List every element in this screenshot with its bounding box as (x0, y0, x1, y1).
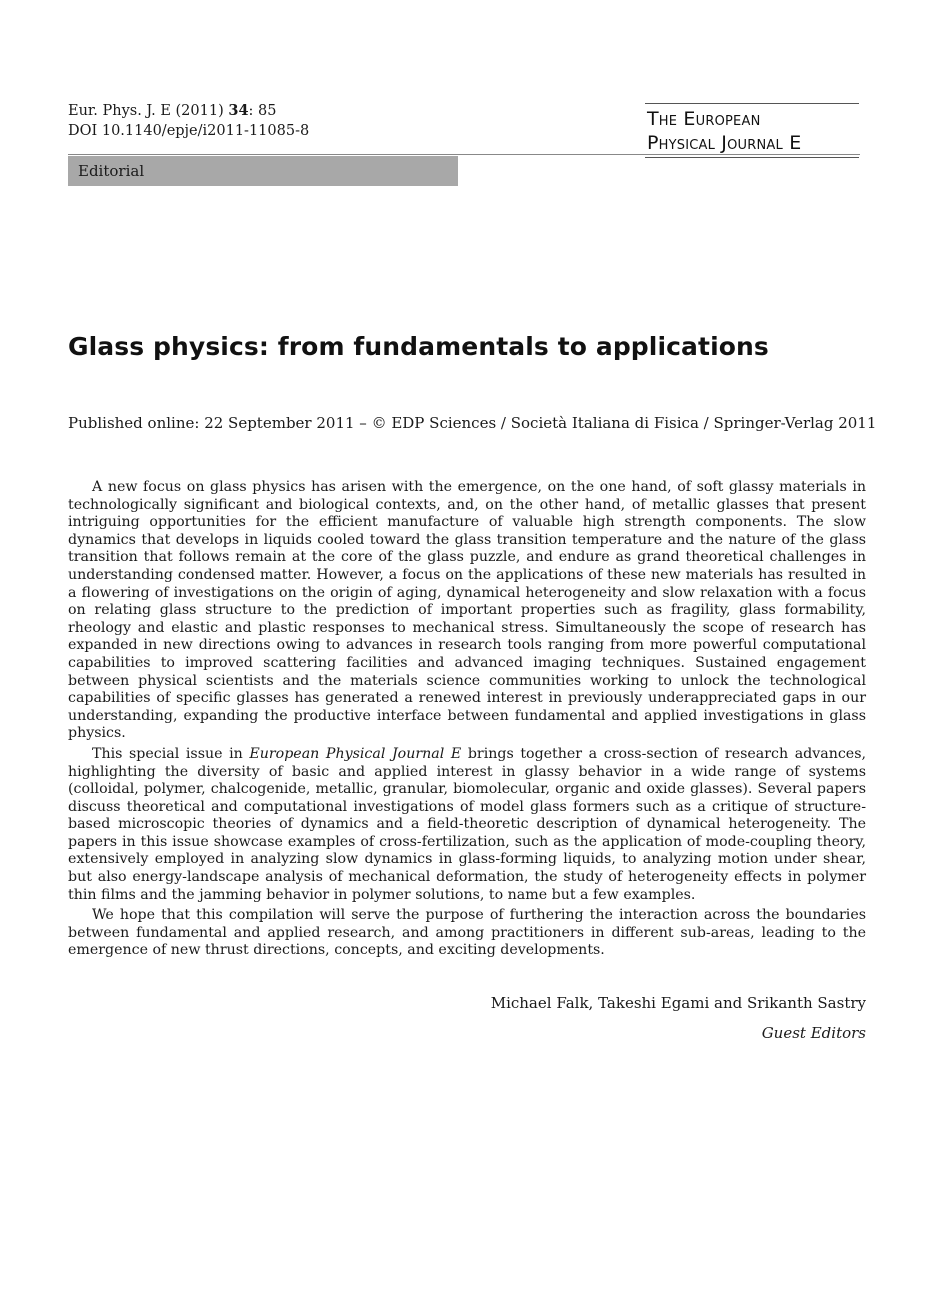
journal-citation (68, 101, 309, 121)
journal-name-line1: The European (647, 108, 761, 130)
journal-name-line2: Physical Journal E (647, 132, 802, 154)
citation-prefix: Eur. Phys. J. E (2011) (68, 103, 229, 119)
paragraph-2-end: brings together a cross-section of research advances, highlighting the diversity of basic and applied interest in glassy behavior in a wide range of systems (colloidal, polymer, chalcogenide, metallic, granular, biomolecular, organic and oxide glasses). Several papers discuss theoretical and computational investigations of model glass formers such as a critique of structure-based microscopic theories of dynamics and a field-theoretic description of dynamical heterogeneity. The papers in this issue showcase examples of cross-fertilization, such as the application of mode-coupling theory, extensively employed in analyzing slow dynamics in glass-forming liquids, to analyzing motion under shear, but also energy-landscape analysis of mechanical deformation, the study of heterogeneity effects in polymer thin films and the jamming behavior in polymer solutions, to name but a few examples. (68, 745, 866, 903)
citation-block (68, 101, 309, 141)
paragraph-3: We hope that this compilation will serve the purpose of furthering the interaction across the boundaries between fundamental and applied research, and among practitioners in different sub-areas, leading to the emergence of new thrust directions, concepts, and exciting developments. (68, 907, 866, 959)
journal-name-italic: European Physical Journal E (249, 745, 462, 762)
paragraph-2-start: This special issue in (92, 745, 250, 762)
doi: DOI 10.1140/epje/i2011-11085-8 (68, 123, 310, 139)
article-body (68, 479, 866, 960)
author-role: Guest Editors (761, 1024, 866, 1042)
section-label: Editorial (78, 162, 145, 180)
article-title: Glass physics: from fundamentals to applications (68, 332, 769, 361)
citation-volume: 34 (228, 102, 249, 119)
header-rule (68, 154, 860, 155)
journal-logo (645, 103, 859, 158)
paragraph-1: A new focus on glass physics has arisen with the emergence, on the one hand, of soft glassy materials in technologically significant and biological contexts, and, on the other hand, of metallic glasses that present intriguing opportunities for the efficient manufacture of valuable high strength components. The slow dynamics that develops in liquids cooled toward the glass transition temperature and the nature of the glass transition that follows remain at the core of the glass puzzle, and endure as grand theoretical challenges in understanding condensed matter. However, a focus on the applications of these new materials has resulted in a flowering of investigations on the origin of aging, dynamical heterogeneity and slow relaxation with a focus on relating glass structure to the prediction of important properties such as fragility, glass formability, rheology and elastic and plastic responses to mechanical stress. Simultaneously the scope of research has expanded in new directions owing to advances in research tools ranging from more powerful computational capabilities to improved scattering facilities and advanced imaging techniques. Sustained engagement between physical scientists and the materials science communities working to unlock the technological capabilities of specific glasses has generated a renewed interest in previously underappreciated gaps in our understanding, expanding the productive interface between fundamental and applied investigations in glass physics. (68, 479, 866, 742)
paragraph-2 (68, 746, 866, 904)
publication-info: Published online: 22 September 2011 – © EDP Sciences / Società Italiana di Fisica / Springer-Verlag 2011 (68, 414, 877, 432)
section-bar (68, 156, 458, 186)
author-names: Michael Falk, Takeshi Egami and Srikanth Sastry (490, 994, 866, 1012)
citation-suffix: : 85 (248, 103, 277, 119)
